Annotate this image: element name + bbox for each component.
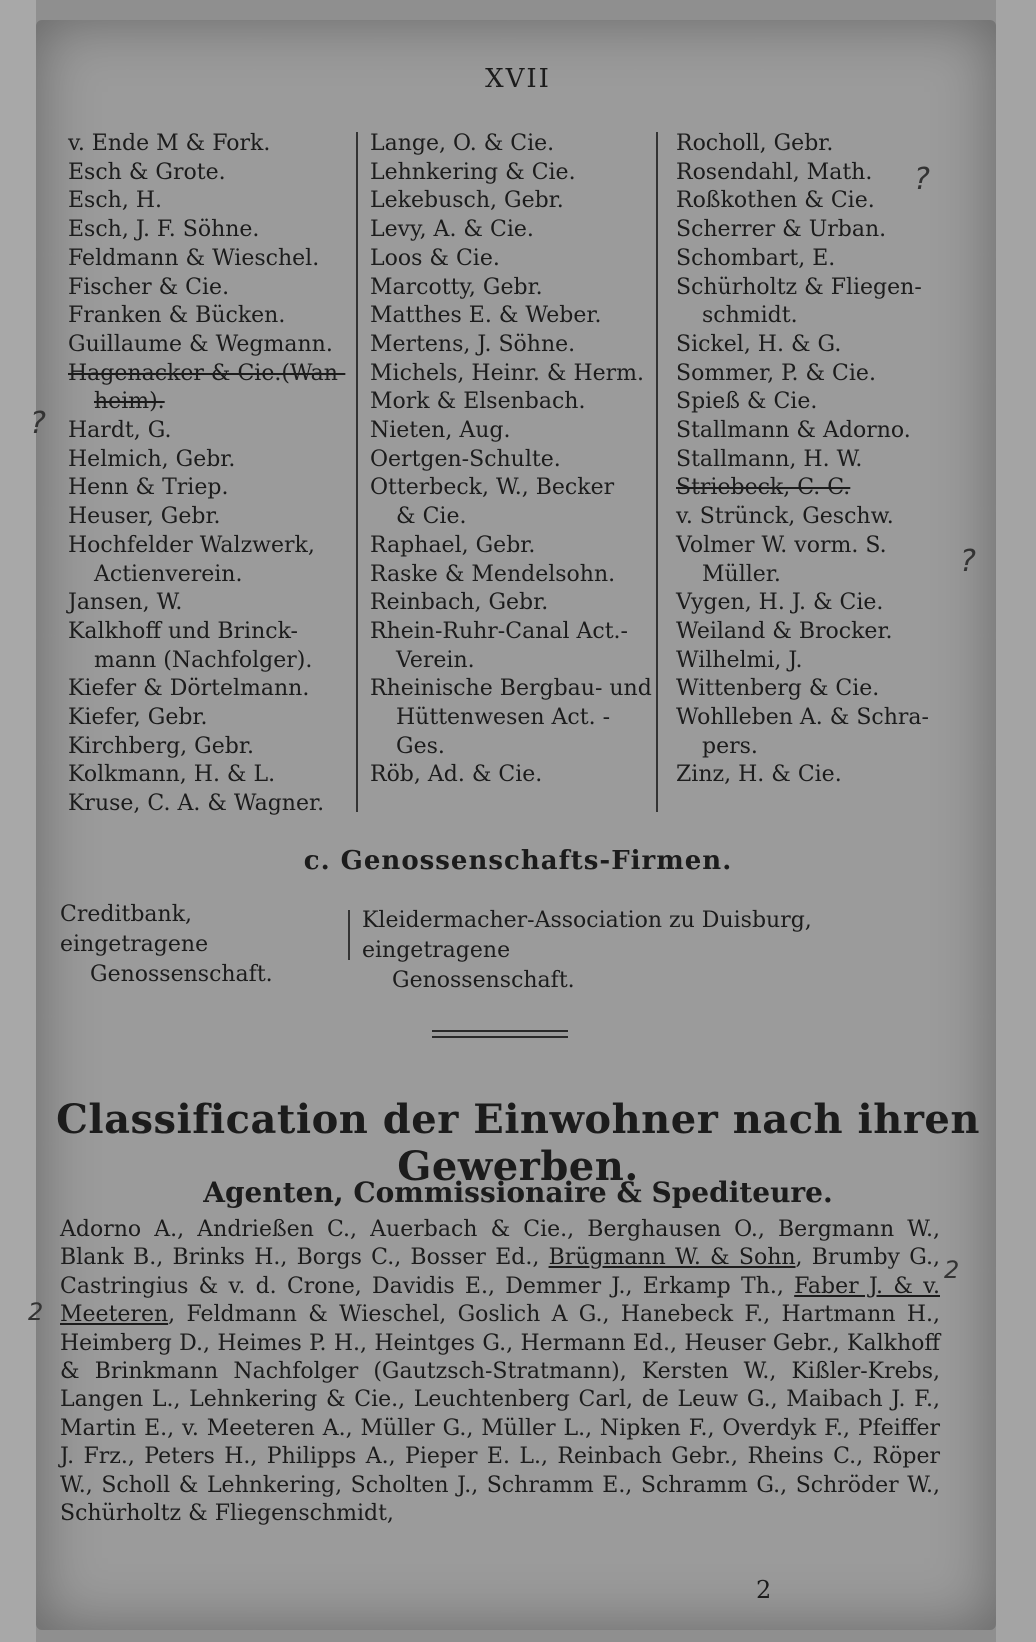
list-item-continuation: Müller. (702, 561, 781, 587)
list-item: Henn & Triep. (68, 475, 229, 501)
list-item-continuation: Actienverein. (94, 561, 243, 587)
column-divider (656, 132, 658, 812)
column-divider (348, 910, 350, 960)
list-item: Guillaume & Wegmann. (68, 331, 333, 357)
paragraph-text: Adorno A., Andrießen C., Auerbach & Cie., Berghausen O., Bergmann W., Blank B., Brinks H., Borgs C., Bosser Ed., (60, 1217, 940, 1271)
list-item: Sickel, H. & G. (676, 331, 842, 357)
firm-column-3 (676, 130, 966, 790)
column-divider (356, 132, 358, 812)
book-edge-left (0, 0, 36, 1642)
list-item: Feldmann & Wieschel. (68, 245, 320, 271)
list-item: Michels, Heinr. & Herm. (370, 360, 645, 386)
list-item: Schürholtz & Fliegen- (676, 274, 922, 300)
list-item: Raphael, Gebr. (370, 532, 536, 558)
underlined-entry: Faber J. & v. Meeteren (60, 1273, 940, 1328)
list-item: Fischer & Cie. (68, 274, 230, 300)
list-item: Roßkothen & Cie. (676, 188, 875, 214)
list-item: Weiland & Brocker. (676, 618, 893, 644)
list-item: Wohlleben A. & Schra- (676, 705, 929, 731)
list-item: v. Strünck, Geschw. (676, 504, 894, 530)
list-item: Rocholl, Gebr. (676, 131, 834, 156)
page-number: 2 (756, 1576, 772, 1604)
underlined-entry: Brügmann W. & Sohn (548, 1245, 796, 1271)
list-item: Wilhelmi, J. (676, 647, 803, 673)
list-item-struck-continuation: heim). (94, 389, 165, 415)
classification-title: Classification der Einwohner nach ihren Gewerben. (56, 1096, 980, 1190)
list-item-struck: Striebeck, C. C. (676, 475, 851, 501)
list-item-continuation: Genossenschaft. (392, 968, 575, 993)
list-item: Kleidermacher-Association zu Duisburg, eingetragene (362, 908, 812, 963)
list-item: Stallmann & Adorno. (676, 418, 911, 444)
list-item: Kiefer, Gebr. (68, 705, 208, 731)
list-item: Matthes E. & Weber. (370, 303, 602, 329)
list-item: Otterbeck, W., Becker (370, 475, 615, 501)
list-item: Kalkhoff und Brinck- (68, 618, 298, 644)
list-item: Helmich, Gebr. (68, 446, 236, 472)
handwritten-question-mark: ? (914, 162, 930, 197)
list-item: Franken & Bücken. (68, 303, 286, 329)
list-item: Rheinische Bergbau- und (370, 676, 652, 702)
list-item: Heuser, Gebr. (68, 504, 221, 530)
list-item: v. Ende M & Fork. (68, 131, 271, 156)
list-item: Stallmann, H. W. (676, 446, 863, 472)
double-rule-divider (432, 1030, 568, 1038)
list-item: Sommer, P. & Cie. (676, 360, 876, 386)
list-item: Marcotty, Gebr. (370, 274, 543, 300)
list-item: Spieß & Cie. (676, 389, 818, 415)
list-item: Jansen, W. (68, 590, 183, 616)
list-item: Volmer W. vorm. S. (676, 532, 887, 558)
list-item: Kolkmann, H. & L. (68, 762, 276, 788)
firm-column-1 (68, 130, 348, 819)
list-item-continuation: schmidt. (702, 303, 798, 329)
paragraph-text: , Feldmann & Wieschel, Goslich A G., Hanebeck F., Hartmann H., Heimberg D., Heimes P. H., Heintges G., Hermann Ed., Heuser Gebr., Kalkhoff & Brinkmann Nachfolger (Gautzsch-Stratmann), Kersten W., Kißler-Krebs, Langen L., Lehnkering & Cie., Leuchtenberg Carl, de Leuw G., Maibach J. F., Martin E., v. Meeteren A., Müller G., Müller L., Nipken F., Overdyk F., Pfeiffer J. Frz., Peters H., Philipps A., Pieper E. L., Reinbach Gebr., Rheins C., Röper W., Scholl & Lehnkering, Scholten J., Schramm E., Schramm G., Schröder W., Schürholtz & Fliegenschmidt, (60, 1302, 940, 1527)
handwritten-question-mark: ? (30, 406, 46, 441)
handwritten-mark: 2 (944, 1256, 960, 1284)
paragraph-text: , Brumby G., Castringius & v. d. Crone, Davidis E., Demmer J., Erkamp Th., (60, 1245, 941, 1299)
list-item: Mertens, J. Söhne. (370, 331, 576, 357)
list-item: Rosendahl, Math. (676, 159, 873, 185)
list-item: Lehnkering & Cie. (370, 159, 576, 185)
agents-list-paragraph (60, 1216, 940, 1528)
list-item: Esch & Grote. (68, 159, 226, 185)
handwritten-question-mark: ? (960, 544, 976, 579)
cooperative-entry-left (60, 900, 340, 990)
list-item-continuation: Verein. (396, 647, 475, 673)
list-item: Esch, H. (68, 188, 163, 214)
section-title-cooperative-firms: c. Genossenschafts-Firmen. (303, 846, 733, 876)
list-item: Scherrer & Urban. (676, 217, 887, 243)
book-edge-right (996, 0, 1036, 1642)
list-item: Vygen, H. J. & Cie. (676, 590, 884, 616)
page-header: XVII (485, 64, 551, 94)
list-item: Kiefer & Dörtelmann. (68, 676, 310, 702)
list-item: Kirchberg, Gebr. (68, 733, 254, 759)
list-item: Mork & Elsenbach. (370, 389, 586, 415)
list-item-continuation: Hüttenwesen Act. - (396, 705, 611, 731)
category-heading: Agenten, Commissionaire & Spediteure. (203, 1176, 833, 1209)
list-item: Hardt, G. (68, 418, 172, 444)
list-item: Lange, O. & Cie. (370, 131, 555, 156)
list-item: Rhein-Ruhr-Canal Act.- (370, 618, 628, 644)
list-item-continuation: pers. (702, 733, 758, 759)
list-item: Kruse, C. A. & Wagner. (68, 791, 325, 817)
list-item-continuation: Genossenschaft. (90, 962, 273, 987)
list-item-continuation: Ges. (396, 733, 445, 759)
cooperative-entry-right (362, 906, 962, 996)
list-item: Röb, Ad. & Cie. (370, 762, 543, 788)
list-item: Nieten, Aug. (370, 418, 511, 444)
list-item: Loos & Cie. (370, 245, 500, 271)
list-item: Lekebusch, Gebr. (370, 188, 564, 214)
list-item: Oertgen-Schulte. (370, 446, 561, 472)
list-item: Hochfelder Walzwerk, (68, 532, 315, 558)
list-item-continuation: mann (Nachfolger). (94, 647, 313, 673)
list-item: Levy, A. & Cie. (370, 217, 534, 243)
list-item: Raske & Mendelsohn. (370, 561, 616, 587)
list-item: Creditbank, eingetragene (60, 902, 209, 957)
list-item: Zinz, H. & Cie. (676, 762, 842, 788)
list-item: Wittenberg & Cie. (676, 676, 880, 702)
list-item-struck: Hagenacker & Cie.(Wan- (68, 360, 346, 386)
list-item: Reinbach, Gebr. (370, 590, 549, 616)
list-item: Esch, J. F. Söhne. (68, 217, 260, 243)
list-item-continuation: & Cie. (396, 504, 467, 530)
firm-column-2 (370, 130, 660, 790)
list-item: Schombart, E. (676, 245, 836, 271)
handwritten-mark: 2 (28, 1298, 44, 1326)
